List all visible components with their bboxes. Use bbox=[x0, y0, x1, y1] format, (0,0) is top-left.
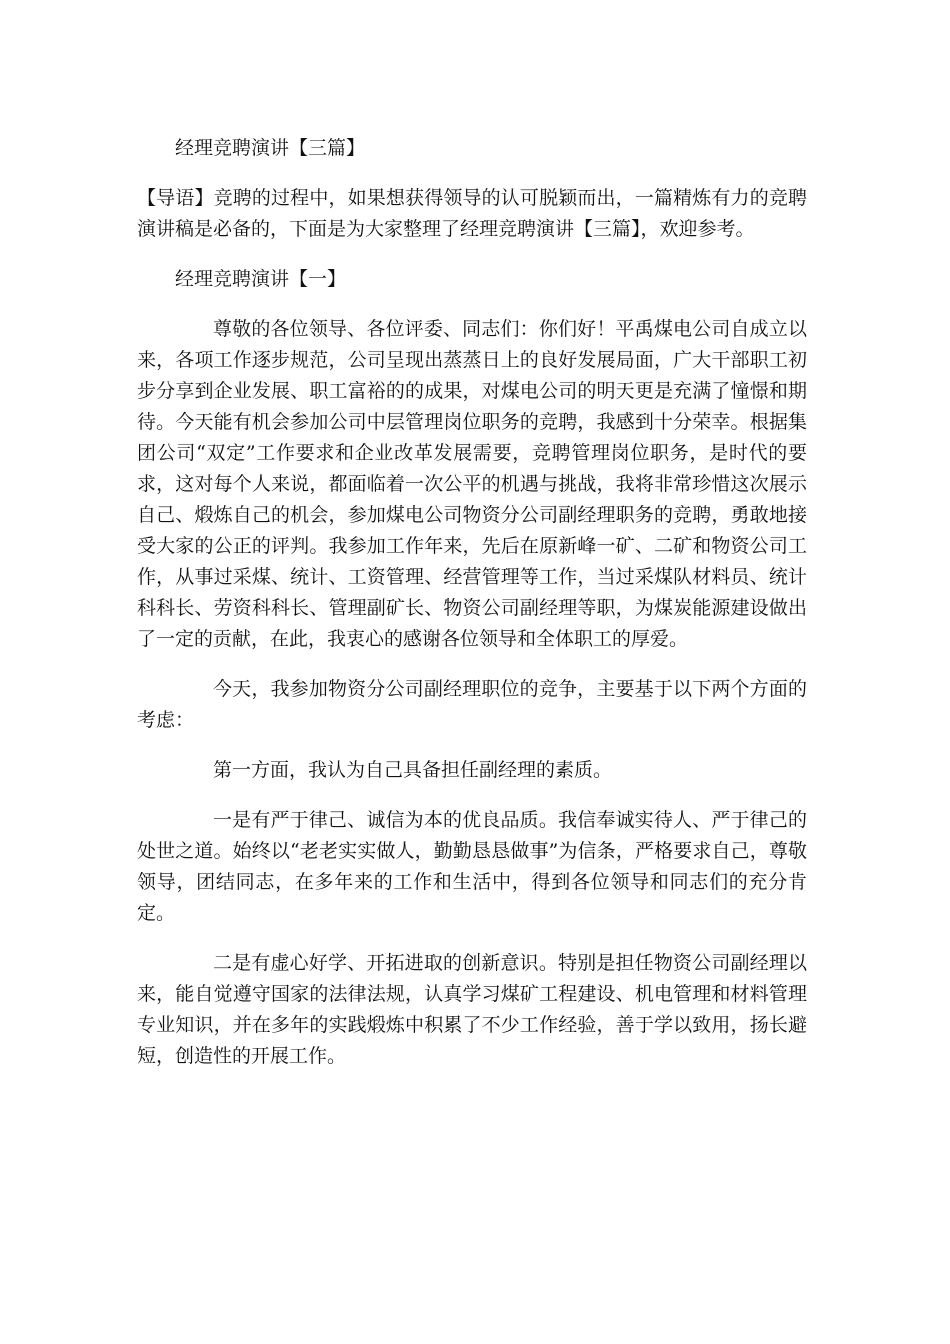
document-body bbox=[137, 133, 807, 1091]
body-paragraph: 第一方面，我认为自己具备担任副经理的素质。 bbox=[213, 759, 613, 781]
body-paragraph: 一是有严于律己、诚信为本的优良品质。我信奉诚实待人、严于律己的处世之道。始终以“老老实实做人，勤勤恳恳做事”为信条，严格要求自己，尊敬领导，团结同志，在多年来的工作和生活中，得到各位领导和同志们的充分肯定。 bbox=[137, 809, 807, 924]
document-title: 经理竞聘演讲【三篇】 bbox=[175, 137, 366, 159]
body-paragraph: 二是有虚心好学、开拓进取的创新意识。特别是担任物资公司副经理以来，能自觉遵守国家的法律法规，认真学习煤矿工程建设、机电管理和材料管理专业知识，并在多年的实践煅炼中积累了不少工作经验，善于学以致用，扬长避短，创造性的开展工作。 bbox=[137, 952, 807, 1067]
intro-paragraph: 【导语】竞聘的过程中，如果想获得领导的认可脱颖而出，一篇精炼有力的竞聘演讲稿是必备的，下面是为大家整理了经理竞聘演讲【三篇】，欢迎参考。 bbox=[137, 187, 807, 240]
body-paragraph: 今天，我参加物资分公司副经理职位的竞争，主要基于以下两个方面的考虑： bbox=[137, 678, 807, 731]
body-paragraph: 尊敬的各位领导、各位评委、同志们：你们好！平禹煤电公司自成立以来，各项工作逐步规范，公司呈现出蒸蒸日上的良好发展局面，广大干部职工初步分享到企业发展、职工富裕的的成果，对煤电公司的明天更是充满了憧憬和期待。今天能有机会参加公司中层管理岗位职务的竞聘，我感到十分荣幸。根据集团公司“双定”工作要求和企业改革发展需要，竞聘管理岗位职务，是时代的要求，这对每个人来说，都面临着一次公平的机遇与挑战，我将非常珍惜这次展示自己、煅炼自己的机会，参加煤电公司物资分公司副经理职务的竞聘，勇敢地接受大家的公正的评判。我参加工作年来，先后在原新峰一矿、二矿和物资公司工作，从事过采煤、统计、工资管理、经营管理等工作，当过采煤队材料员、统计科科长、劳资科科长、管理副矿长、物资公司副经理等职，为煤炭能源建设做出了一定的贡献，在此，我衷心的感谢各位领导和全体职工的厚爱。 bbox=[137, 318, 807, 650]
section-title: 经理竞聘演讲【一】 bbox=[175, 268, 347, 290]
